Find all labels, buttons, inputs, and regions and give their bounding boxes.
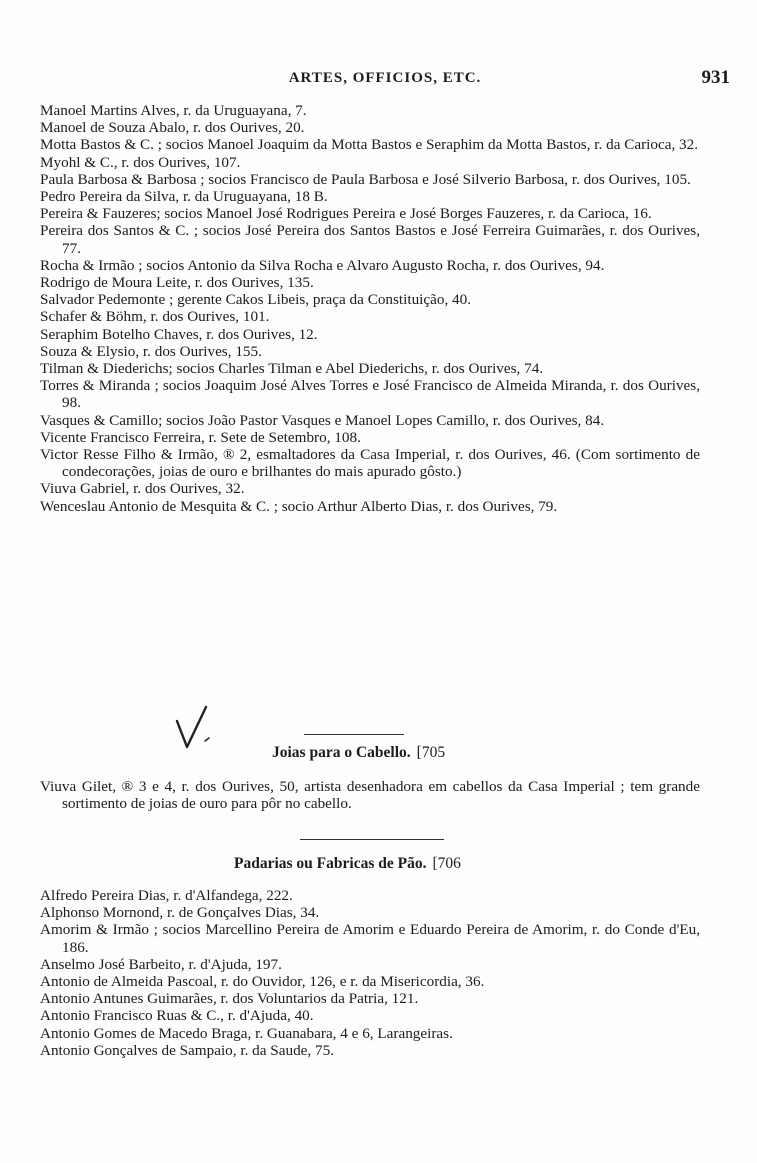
directory-entry: Motta Bastos & C. ; socios Manoel Joaquim da Motta Bastos e Seraphim da Motta Bastos, r. da Carioca, 32. [40, 136, 699, 154]
directory-entry: Rodrigo de Moura Leite, r. dos Ourives, 135. [40, 274, 314, 292]
section-title: Joias para o Cabello. [272, 744, 411, 761]
directory-entry: Viuva Gilet, ® 3 e 4, r. dos Ourives, 50, artista desenhadora em cabellos da Casa Imperial ; tem grande sortimento de joias de ouro para pôr no cabello. [40, 778, 700, 813]
directory-entry: Rocha & Irmão ; socios Antonio da Silva Rocha e Alvaro Augusto Rocha, r. dos Ourives, 94. [40, 256, 605, 274]
directory-entry: Vasques & Camillo; socios João Pastor Vasques e Manoel Lopes Camillo, r. dos Ourives, 84. [40, 411, 605, 429]
directory-entry: Myohl & C., r. dos Ourives, 107. [40, 153, 241, 171]
directory-entry: Victor Resse Filho & Irmão, ® 2, esmaltadores da Casa Imperial, r. dos Ourives, 46. (Com sortimento de condecorações, joias de ouro e brilhantes do mais apurado gôsto.) [40, 446, 700, 481]
directory-entry: Seraphim Botelho Chaves, r. dos Ourives, 12. [40, 325, 318, 343]
directory-entry: Alphonso Mornond, r. de Gonçalves Dias, 34. [40, 904, 320, 922]
directory-entry: Antonio Gomes de Macedo Braga, r. Guanabara, 4 e 6, Larangeiras. [40, 1024, 453, 1042]
directory-entry: Pedro Pereira da Silva, r. da Uruguayana, 18 B. [40, 188, 328, 206]
directory-entry: Antonio Gonçalves de Sampaio, r. da Saude, 75. [40, 1041, 334, 1059]
directory-entry: Vicente Francisco Ferreira, r. Sete de Setembro, 108. [40, 428, 361, 446]
directory-entry: Wenceslau Antonio de Mesquita & C. ; socio Arthur Alberto Dias, r. dos Ourives, 79. [40, 497, 558, 515]
page-number: 931 [701, 67, 730, 88]
directory-entry: Alfredo Pereira Dias, r. d'Alfandega, 222. [40, 887, 293, 904]
section-heading-padarias [234, 855, 461, 873]
directory-entry: Antonio Antunes Guimarães, r. dos Voluntarios da Patria, 121. [40, 990, 419, 1008]
directory-entry: Viuva Gabriel, r. dos Ourives, 32. [40, 480, 245, 498]
directory-entry: Manoel de Souza Abalo, r. dos Ourives, 20. [40, 119, 305, 137]
directory-entry: Antonio Francisco Ruas & C., r. d'Ajuda, 40. [40, 1007, 314, 1025]
directory-entry: Souza & Elysio, r. dos Ourives, 155. [40, 342, 262, 360]
directory-entry: Paula Barbosa & Barbosa ; socios Francisco de Paula Barbosa e José Silverio Barbosa, r. dos Ourives, 105. [40, 170, 691, 188]
running-head [40, 67, 730, 94]
directory-entry: Schafer & Böhm, r. dos Ourives, 101. [40, 308, 270, 326]
directory-entry: Pereira dos Santos & C. ; socios José Pereira dos Santos Bastos e José Ferreira Guimarães, r. dos Ourives, 77. [40, 222, 700, 257]
directory-entry: Torres & Miranda ; socios Joaquim José Alves Torres e José Francisco de Almeida Miranda, r. dos Ourives, 98. [40, 377, 700, 412]
joias-entry-list [40, 778, 700, 812]
padarias-entry-list [40, 887, 700, 1059]
section-title: Padarias ou Fabricas de Pão. [234, 855, 427, 872]
directory-entry: Anselmo José Barbeito, r. d'Ajuda, 197. [40, 955, 282, 973]
directory-entry: Amorim & Irmão ; socios Marcellino Pereira de Amorim e Eduardo Pereira de Amorim, r. do Conde d'Eu, 186. [40, 921, 700, 956]
running-title: ARTES, OFFICIOS, ETC. [288, 70, 482, 86]
directory-entry: Pereira & Fauzeres; socios Manoel José Rodrigues Pereira e José Borges Fauzeres, r. da Carioca, 16. [40, 205, 652, 223]
directory-entry: Tilman & Diederichs; socios Charles Tilman e Abel Diederichs, r. dos Ourives, 74. [40, 360, 544, 378]
section-heading-joias [272, 744, 445, 762]
handwritten-check-mark [172, 703, 212, 751]
section-code: [705 [416, 744, 446, 761]
section-divider-rule [300, 839, 444, 840]
directory-entry: Antonio de Almeida Pascoal, r. do Ouvidor, 126, e r. da Misericordia, 36. [40, 973, 485, 991]
directory-entry: Salvador Pedemonte ; gerente Cakos Libeis, praça da Constituição, 40. [40, 291, 472, 309]
section-code: [706 [432, 855, 461, 872]
directory-entry: Manoel Martins Alves, r. da Uruguayana, 7. [40, 102, 307, 119]
section-divider-rule [304, 734, 404, 735]
artes-entry-list [40, 102, 700, 515]
